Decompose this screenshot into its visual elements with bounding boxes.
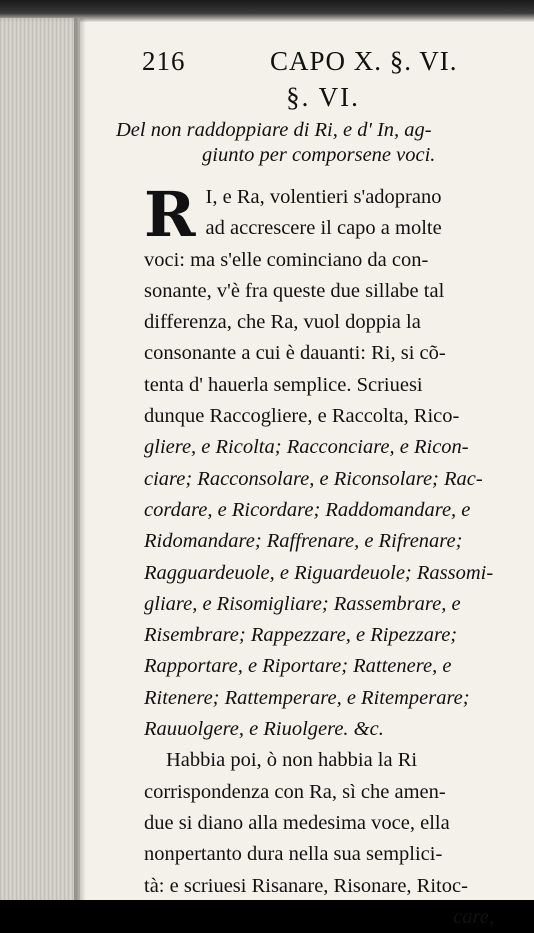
body-line: Rapportare, e Riportare; Rattenere, e	[144, 655, 452, 678]
summary-line: giunto per comporsene voci.	[202, 144, 436, 166]
body-line: corrispondenza con Ra, sì che amen-	[144, 780, 446, 803]
body-line: tenta d' hauerla semplice. Scriuesi	[144, 373, 423, 396]
body-line: Risembrare; Rappezzare, e Ripezzare;	[144, 624, 458, 647]
body-line: gliare, e Risomigliare; Rassembrare, e	[144, 592, 461, 615]
section-heading: §. VI.	[286, 82, 360, 112]
body-line: ad accrescere il capo a molte	[205, 217, 442, 240]
gutter-shadow	[74, 18, 86, 900]
body-line: cordare, e Ricordare; Raddomandare, e	[144, 498, 471, 521]
body-line: Habbia poi, ò non habbia la Ri	[166, 749, 418, 772]
body-line: nonpertanto dura nella sua semplici-	[144, 843, 443, 866]
body-line: consonante a cui è dauanti: Ri, si cõ-	[144, 342, 446, 365]
body-line: differenza, che Ra, vuol doppia la	[144, 311, 421, 334]
drop-cap: R	[144, 178, 196, 251]
body-line: gliere, e Ricolta; Racconciare, e Ricon-	[144, 436, 469, 459]
body-line: due si diano alla medesima voce, ella	[144, 811, 450, 834]
chapter-heading: CAPO X. §. VI.	[270, 46, 458, 76]
page-stack-edge	[0, 18, 80, 900]
body-line: Rauuolgere, e Riuolgere. &c.	[144, 718, 384, 741]
body-line: Ritenere; Rattemperare, e Ritemperare;	[144, 686, 470, 709]
body-line: ciare; Racconsolare, e Riconsolare; Rac-	[144, 467, 483, 490]
body-line: I, e Ra, volentieri s'adoprano	[205, 186, 442, 208]
body-line: tà: e scriuesi Risanare, Risonare, Ritoc-	[144, 874, 468, 897]
body-paragraph-2	[98, 745, 528, 932]
body-line: dunque Raccogliere, e Raccolta, Rico-	[144, 405, 460, 428]
body-line: Ridomandare; Raffrenare, e Rifrenare;	[144, 530, 463, 553]
body-line: sonante, v'è fra queste due sillabe tal	[144, 279, 445, 302]
running-head	[98, 44, 528, 78]
body-line: Ragguardeuole, e Riguardeuole; Rassomi-	[144, 561, 494, 584]
catchword: care,	[453, 905, 494, 928]
body-paragraph-1	[98, 178, 528, 745]
body-line: voci: ma s'elle cominciano da con-	[144, 248, 429, 271]
page-number: 216	[142, 46, 186, 76]
text-block	[98, 44, 528, 933]
summary-line: Del non raddoppiare di Ri, e d' In, ag-	[116, 119, 432, 141]
section-summary	[98, 118, 528, 168]
